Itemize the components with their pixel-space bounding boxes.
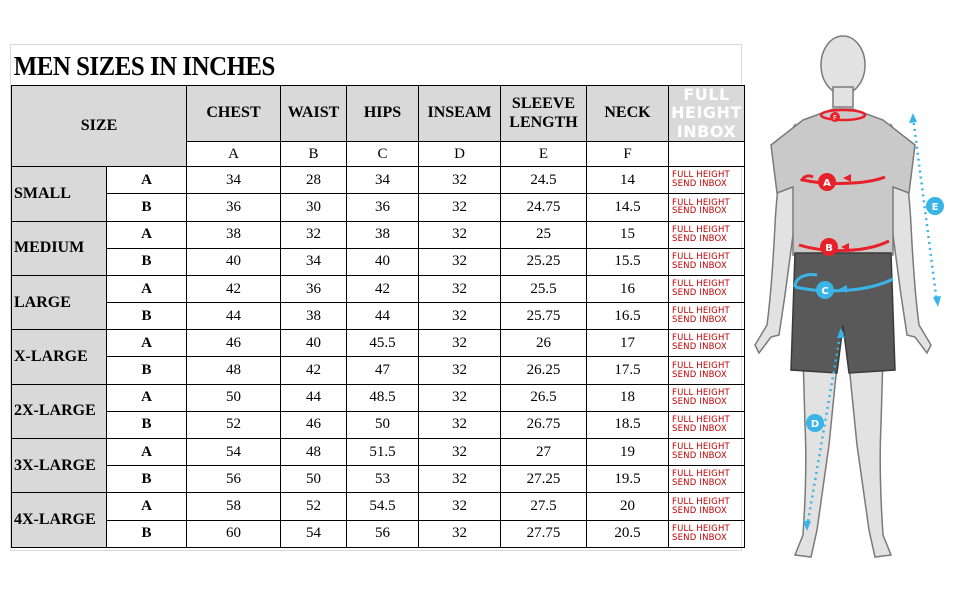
marker-f-label: F [832, 114, 838, 122]
measurement-cell: 30 [281, 194, 347, 221]
table-row [12, 357, 745, 384]
measurement-cell: 19 [587, 439, 669, 466]
measurement-cell: 54.5 [347, 493, 419, 520]
measurement-cell: 20 [587, 493, 669, 520]
measurement-cell: 15.5 [587, 248, 669, 275]
measurement-cell: 24.5 [501, 167, 587, 194]
table-row [12, 466, 745, 493]
measurement-cell: 32 [419, 167, 501, 194]
measurement-cell: 25.25 [501, 248, 587, 275]
left-leg [795, 355, 837, 557]
measurement-cell: 15 [587, 221, 669, 248]
measurement-cell: 51.5 [347, 439, 419, 466]
measurement-cell: 32 [419, 194, 501, 221]
measurement-cell: 32 [419, 493, 501, 520]
measurement-cell: 26.5 [501, 384, 587, 411]
measurement-cell: 34 [281, 248, 347, 275]
measurement-cell: 48 [281, 439, 347, 466]
column-code: E [501, 142, 587, 167]
size-grade: A [107, 493, 187, 520]
size-grade: A [107, 330, 187, 357]
table-row [12, 384, 745, 411]
column-header-neck: NECK [587, 86, 669, 142]
measurement-cell: 27 [501, 439, 587, 466]
column-header-inseam: INSEAM [419, 86, 501, 142]
measurement-cell: 32 [419, 466, 501, 493]
measurement-cell: 18.5 [587, 411, 669, 438]
measurement-cell: 44 [347, 303, 419, 330]
size-grade: A [107, 221, 187, 248]
full-height-note: FULL HEIGHT SEND INBOX [669, 466, 745, 493]
measurement-cell: 32 [419, 384, 501, 411]
full-height-note: FULL HEIGHT SEND INBOX [669, 167, 745, 194]
column-header-sleeve-length: SLEEVE LENGTH [501, 86, 587, 142]
table-row [12, 221, 745, 248]
measurement-cell: 32 [419, 330, 501, 357]
measurement-cell: 48 [187, 357, 281, 384]
full-height-note: FULL HEIGHT SEND INBOX [669, 275, 745, 302]
size-grade: B [107, 194, 187, 221]
full-height-note: FULL HEIGHT SEND INBOX [669, 439, 745, 466]
measurement-cell: 40 [347, 248, 419, 275]
size-grade: A [107, 439, 187, 466]
measurement-cell: 27.25 [501, 466, 587, 493]
column-code: F [587, 142, 669, 167]
right-leg [849, 355, 891, 557]
full-height-note: FULL HEIGHT SEND INBOX [669, 411, 745, 438]
measurement-cell: 32 [419, 275, 501, 302]
measurement-cell: 32 [419, 439, 501, 466]
measurement-cell: 36 [187, 194, 281, 221]
shorts [791, 253, 895, 373]
measurement-cell: 58 [187, 493, 281, 520]
measurement-cell: 32 [419, 520, 501, 547]
measurement-cell: 26.75 [501, 411, 587, 438]
full-height-note: FULL HEIGHT SEND INBOX [669, 493, 745, 520]
measurement-cell: 16 [587, 275, 669, 302]
measurement-cell: 54 [281, 520, 347, 547]
table-row [12, 330, 745, 357]
table-row [12, 439, 745, 466]
measurement-cell: 46 [281, 411, 347, 438]
measurement-cell: 32 [419, 248, 501, 275]
table-row [12, 520, 745, 547]
measurement-cell: 42 [281, 357, 347, 384]
column-header-waist: WAIST [281, 86, 347, 142]
measurement-cell: 32 [419, 303, 501, 330]
measurement-cell: 38 [347, 221, 419, 248]
measurement-cell: 24.75 [501, 194, 587, 221]
column-code: A [187, 142, 281, 167]
size-grade: B [107, 248, 187, 275]
measurement-cell: 48.5 [347, 384, 419, 411]
size-grade: A [107, 384, 187, 411]
measurement-cell: 32 [281, 221, 347, 248]
measurement-cell: 26.25 [501, 357, 587, 384]
measurement-cell: 56 [347, 520, 419, 547]
measurement-cell: 40 [187, 248, 281, 275]
size-grade: B [107, 303, 187, 330]
table-row [12, 303, 745, 330]
body-measurement-figure [745, 25, 955, 570]
size-name: MEDIUM [12, 221, 107, 275]
measurement-cell: 27.5 [501, 493, 587, 520]
column-header-chest: CHEST [187, 86, 281, 142]
full-height-note: FULL HEIGHT SEND INBOX [669, 330, 745, 357]
measurement-cell: 50 [187, 384, 281, 411]
full-height-note: FULL HEIGHT SEND INBOX [669, 303, 745, 330]
header-row [12, 86, 745, 142]
inbox-code-blank [669, 142, 745, 167]
column-header-hips: HIPS [347, 86, 419, 142]
full-height-note: FULL HEIGHT SEND INBOX [669, 248, 745, 275]
measurement-cell: 40 [281, 330, 347, 357]
size-grade: B [107, 466, 187, 493]
column-code: C [347, 142, 419, 167]
measurement-cell: 42 [187, 275, 281, 302]
marker-c-label: C [821, 286, 829, 297]
measurement-cell: 32 [419, 411, 501, 438]
measurement-cell: 38 [281, 303, 347, 330]
measurement-cell: 50 [347, 411, 419, 438]
measurement-cell: 54 [187, 439, 281, 466]
size-name: 3X-LARGE [12, 439, 107, 493]
column-code: B [281, 142, 347, 167]
marker-e-label: E [931, 202, 939, 213]
measurement-cell: 25.5 [501, 275, 587, 302]
table-row [12, 167, 745, 194]
measurement-cell: 36 [281, 275, 347, 302]
measurement-cell: 16.5 [587, 303, 669, 330]
size-table [11, 85, 745, 548]
full-height-note: FULL HEIGHT SEND INBOX [669, 520, 745, 547]
measurement-cell: 52 [187, 411, 281, 438]
measurement-cell: 46 [187, 330, 281, 357]
measurement-cell: 34 [187, 167, 281, 194]
measurement-cell: 32 [419, 357, 501, 384]
measurement-cell: 17 [587, 330, 669, 357]
measurement-cell: 32 [419, 221, 501, 248]
measurement-cell: 25 [501, 221, 587, 248]
measurement-cell: 25.75 [501, 303, 587, 330]
full-height-note: FULL HEIGHT SEND INBOX [669, 384, 745, 411]
size-grade: B [107, 357, 187, 384]
full-height-inbox-header: FULL HEIGHT INBOX [669, 86, 745, 142]
size-grade: A [107, 167, 187, 194]
measurement-cell: 53 [347, 466, 419, 493]
size-name: 4X-LARGE [12, 493, 107, 547]
measurement-cell: 44 [281, 384, 347, 411]
size-name: SMALL [12, 167, 107, 221]
size-grade: A [107, 275, 187, 302]
table-row [12, 411, 745, 438]
measurement-cell: 38 [187, 221, 281, 248]
measurement-cell: 27.75 [501, 520, 587, 547]
table-row [12, 248, 745, 275]
marker-b-label: B [825, 243, 833, 254]
chart-title: MEN SIZES IN INCHES [13, 51, 275, 81]
column-code: D [419, 142, 501, 167]
measurement-cell: 60 [187, 520, 281, 547]
marker-a-label: A [823, 178, 831, 189]
measurement-cell: 14 [587, 167, 669, 194]
head [821, 36, 865, 94]
measurement-cell: 19.5 [587, 466, 669, 493]
size-header: SIZE [12, 86, 187, 167]
measurement-cell: 28 [281, 167, 347, 194]
size-grade: B [107, 411, 187, 438]
neck [833, 87, 853, 107]
measurement-cell: 26 [501, 330, 587, 357]
measurement-cell: 36 [347, 194, 419, 221]
full-height-note: FULL HEIGHT SEND INBOX [669, 221, 745, 248]
measurement-cell: 34 [347, 167, 419, 194]
measurement-cell: 47 [347, 357, 419, 384]
measurement-cell: 56 [187, 466, 281, 493]
measurement-cell: 45.5 [347, 330, 419, 357]
measurement-cell: 14.5 [587, 194, 669, 221]
size-name: X-LARGE [12, 330, 107, 384]
size-chart [10, 44, 742, 551]
measurement-cell: 17.5 [587, 357, 669, 384]
measurement-cell: 18 [587, 384, 669, 411]
full-height-note: FULL HEIGHT SEND INBOX [669, 194, 745, 221]
table-row [12, 275, 745, 302]
marker-d-label: D [810, 419, 820, 430]
full-height-note: FULL HEIGHT SEND INBOX [669, 357, 745, 384]
size-name: 2X-LARGE [12, 384, 107, 438]
measurement-cell: 42 [347, 275, 419, 302]
measurement-cell: 20.5 [587, 520, 669, 547]
table-row [12, 493, 745, 520]
table-row [12, 194, 745, 221]
measurement-cell: 52 [281, 493, 347, 520]
size-name: LARGE [12, 275, 107, 329]
measurement-cell: 50 [281, 466, 347, 493]
size-grade: B [107, 520, 187, 547]
measurement-cell: 44 [187, 303, 281, 330]
